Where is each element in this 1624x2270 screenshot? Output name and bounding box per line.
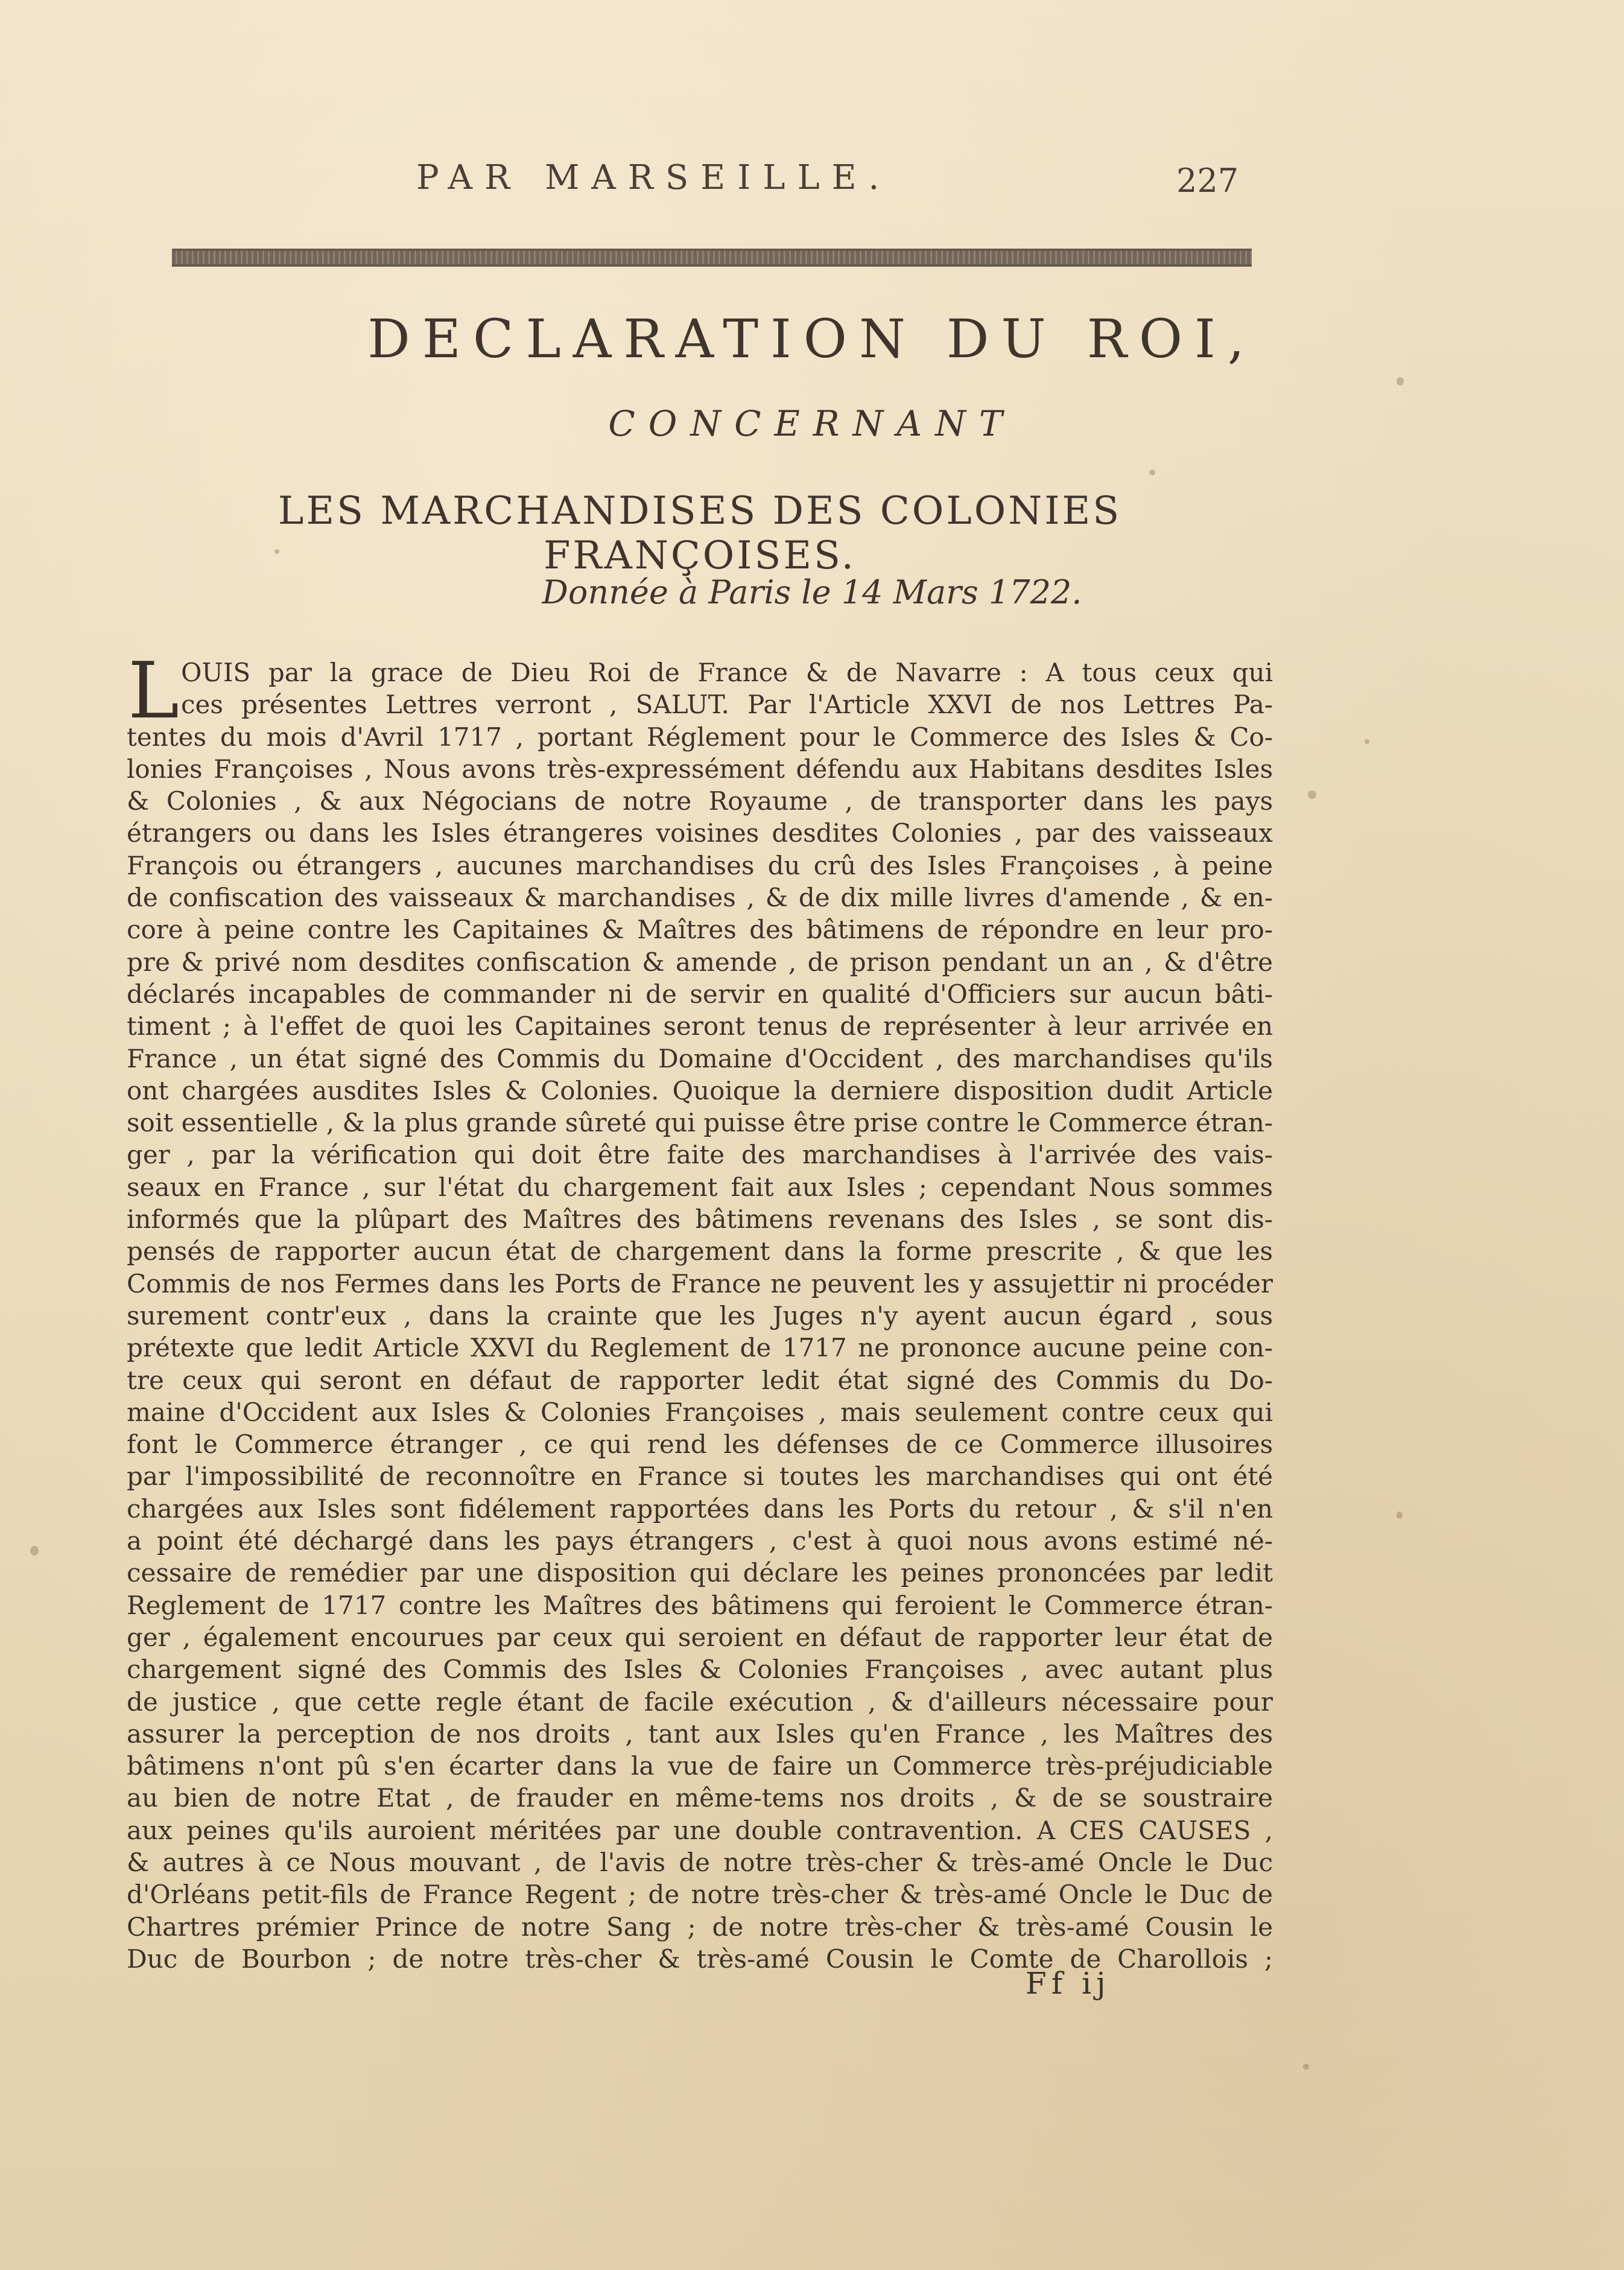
text-line: lonies Françoises , Nous avons très-expressément défendu aux Habitans desdites Isles [127,754,1273,784]
text-line: ces présentes Lettres verront , SALUT. Par l'Article XXVI de nos Lettres Pa- [181,690,1273,720]
text-line: Commis de nos Fermes dans les Ports de France ne peuvent les y assujettir ni procéder [127,1268,1273,1299]
text-line: chargement signé des Commis des Isles & Colonies Françoises , avec autant plus [127,1655,1273,1685]
text-line: informés que la plûpart des Maîtres des bâtimens revenans des Isles , se sont dis- [127,1204,1273,1235]
text-line: aux peines qu'ils auroient méritées par une double contravention. A CES CAUSES , [127,1815,1273,1845]
paper-speck [1303,2064,1309,2070]
text-line: seaux en France , sur l'état du chargement fait aux Isles ; cependant Nous sommes [127,1172,1273,1202]
text-line: timent ; à l'effet de quoi les Capitaines seront tenus de représenter à leur arrivée en [127,1011,1273,1041]
text-line: pensés de rapporter aucun état de chargement dans la forme prescrite , & que les [127,1236,1273,1267]
text-line: OUIS par la grace de Dieu Roi de France & de Navarre : A tous ceux qui [181,658,1273,687]
text-line: core à peine contre les Capitaines & Maîtres des bâtimens de répondre en leur pro- [127,915,1273,945]
text-line: Chartres prémier Prince de notre Sang ; de notre très-cher & très-amé Cousin le [127,1912,1273,1942]
document-title: DECLARATION DU ROI, [367,308,1257,370]
dateline: Donnée à Paris le 14 Mars 1722. [542,573,1082,611]
text-line: déclarés incapables de commander ni de servir en qualité d'Officiers sur aucun bâti- [127,979,1273,1009]
text-line: d'Orléans petit-fils de France Regent ; de notre très-cher & très-amé Oncle le Duc de [127,1880,1273,1910]
text-line: France , un état signé des Commis du Domaine d'Occident , des marchandises qu'ils [127,1043,1273,1073]
paper-speck [1308,790,1316,799]
text-line: tentes du mois d'Avril 1717 , portant Réglement pour le Commerce des Isles & Co- [127,722,1273,752]
page-number: 227 [1176,162,1239,200]
document-subtitle: LES MARCHANDISES DES COLONIES FRANÇOISES. [278,489,1122,578]
body-text [127,657,1273,1975]
text-line: ger , également encourues par ceux qui seroient en défaut de rapporter leur état de [127,1622,1273,1652]
text-line: & autres à ce Nous mouvant , de l'avis de notre très-cher & très-amé Oncle le Duc [127,1847,1273,1877]
running-head: PAR MARSEILLE. [416,158,892,197]
text-line: Reglement de 1717 contre les Maîtres des bâtimens qui feroient le Commerce étran- [127,1590,1273,1620]
text-line: ger , par la vérification qui doit être faite des marchandises à l'arrivée des vais- [127,1140,1273,1170]
document-concernant: CONCERNANT [608,403,1016,444]
text-line: maine d'Occident aux Isles & Colonies Françoises , mais seulement contre ceux qui [127,1397,1273,1427]
text-line: Duc de Bourbon ; de notre très-cher & très-amé Cousin le Comte de Charollois ; [127,1944,1273,1974]
text-line: étrangers ou dans les Isles étrangeres voisines desdites Colonies , par des vaisseaux [127,818,1273,848]
text-line: a point été déchargé dans les pays étrangers , c'est à quoi nous avons estimé né- [127,1526,1273,1556]
text-line: prétexte que ledit Article XXVI du Reglement de 1717 ne prononce aucune peine con- [127,1333,1273,1363]
text-line: de confiscation des vaisseaux & marchandises , & de dix mille livres d'amende , & en- [127,883,1273,913]
paper-speck [1365,739,1369,744]
text-line: par l'impossibilité de reconnoître en France si toutes les marchandises qui ont été [127,1461,1273,1492]
text-line: surement contr'eux , dans la crainte que les Juges n'y ayent aucun égard , sous [127,1300,1273,1331]
signature-mark: Ff ij [1026,1966,1111,2001]
text-line: pre & privé nom desdites confiscation & amende , de prison pendant un an , & d'être [127,947,1273,977]
paper-speck [30,1546,39,1556]
paper-speck [1149,469,1155,475]
text-line: François ou étrangers , aucunes marchandises du crû des Isles Françoises , à peine [127,850,1273,880]
text-line: soit essentielle , & la plus grande sûreté qui puisse être prise contre le Commerce étran- [127,1108,1273,1138]
text-line: cessaire de remédier par une disposition qui déclare les peines prononcées par ledit [127,1558,1273,1588]
text-line: font le Commerce étranger , ce qui rend les défenses de ce Commerce illusoires [127,1429,1273,1460]
text-line: tre ceux qui seront en défaut de rapporter ledit état signé des Commis du Do- [127,1365,1273,1395]
text-line: & Colonies , & aux Négocians de notre Royaume , de transporter dans les pays [127,786,1273,816]
text-line: chargées aux Isles sont fidélement rapportées dans les Ports du retour , & s'il n'en [127,1493,1273,1524]
drop-cap: L [128,646,179,736]
text-line: bâtimens n'ont pû s'en écarter dans la vue de faire un Commerce très-préjudiciable [127,1751,1273,1781]
paper-speck [1397,1512,1403,1519]
text-line: assurer la perception de nos droits , tant aux Isles qu'en France , les Maîtres des [127,1718,1273,1749]
paper-speck [1397,377,1404,386]
ornamental-rule [172,249,1252,267]
text-line: ont chargées ausdites Isles & Colonies. Quoique la derniere disposition dudit Article [127,1075,1273,1105]
text-line: au bien de notre Etat , de frauder en même-tems nos droits , & de se soustraire [127,1783,1273,1813]
text-line: de justice , que cette regle étant de facile exécution , & d'ailleurs nécessaire pour [127,1687,1273,1717]
